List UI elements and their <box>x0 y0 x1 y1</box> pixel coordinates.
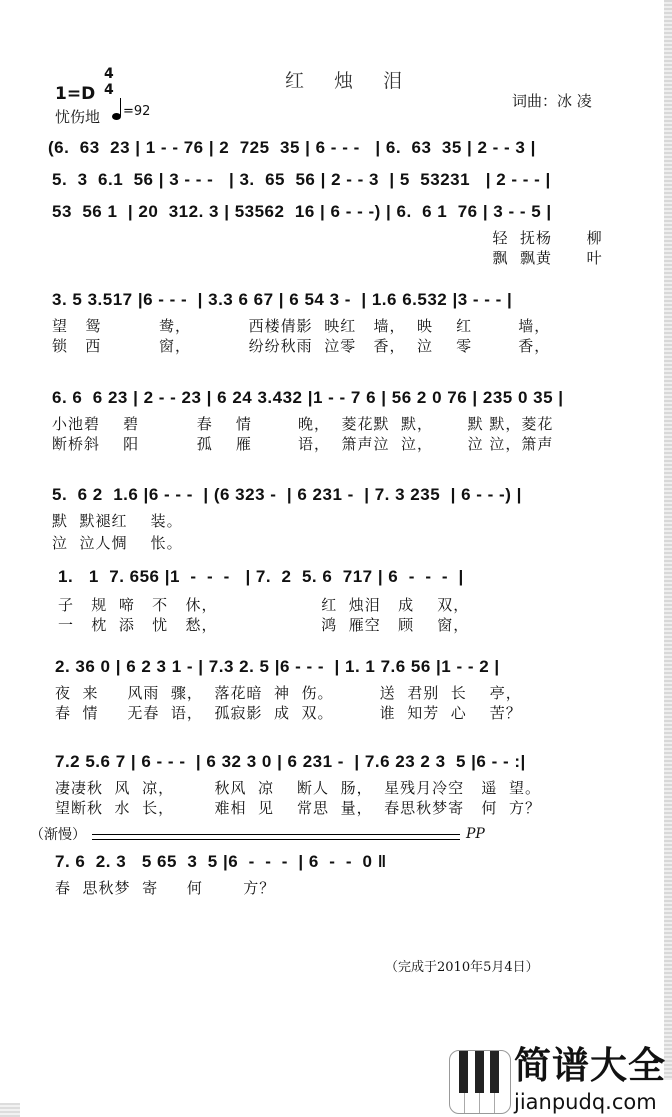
lyrics-line: 锁 西 窗， 纷纷秋雨 泣零 香， 泣 零 香， <box>52 337 551 355</box>
notation-row: 7.2 5.6 7 | 6 - - - | 6 32 3 0 | 6 231 - | 7.6 23 2 3 5 |6 - - :| <box>55 752 526 771</box>
ritardando-line <box>92 834 460 840</box>
completion-note: （完成于2010年5月4日） <box>385 960 539 975</box>
tempo-value: =92 <box>123 104 151 119</box>
watermark-site: jianpudq.com <box>514 1090 657 1114</box>
lyrics-line: 春 情 无春 语， 孤寂影 成 双。 谁 知芳 心 苦？ <box>55 704 522 722</box>
page-edge <box>0 1103 20 1117</box>
quarter-note-icon <box>112 113 121 120</box>
lyrics-line: 飘 飘黄 叶 <box>8 249 603 267</box>
lyrics-line: 子 规 啼 不 休， 红 烛泪 成 双， <box>58 596 470 614</box>
notation-row: (6. 63 23 | 1 - - 76 | 2 725 35 | 6 - - - | 6. 63 35 | 2 - - 3 | <box>48 138 536 157</box>
lyrics-line: 夜 来 风雨 骤， 落花暗 神 伤。 送 君别 长 亭， <box>55 684 522 702</box>
piano-logo-icon <box>449 1050 511 1114</box>
lyrics-line: 凄凄秋 风 凉， 秋风 凉 断人 肠， 星残月冷空 遥 望。 <box>55 779 541 797</box>
lyrics-line: 望 鸳 鸯， 西楼倩影 映红 墙， 映 红 墙， <box>52 317 551 335</box>
ritardando-marking: （渐慢） <box>30 827 86 843</box>
key-signature: 1=D <box>55 84 96 104</box>
notation-row: 7. 6 2. 3 5 65 3 5 |6 - - - | 6 - - 0 ‖ <box>55 852 387 871</box>
notation-row: 5. 3 6.1 56 | 3 - - - | 3. 65 56 | 2 - - 3 | 5 53231 | 2 - - - | <box>52 170 551 189</box>
lyrics-line: 泣 泣人惆 怅。 <box>52 534 183 552</box>
time-top: 4 <box>104 66 114 82</box>
lyrics-line: 轻 抚杨 柳 <box>8 229 603 247</box>
song-title: 红 烛 泪 <box>285 70 415 92</box>
dynamic-marking: PP <box>466 826 485 842</box>
notation-row: 1. 1 7. 656 |1 - - - | 7. 2 5. 6 717 | 6 - - - | <box>58 567 464 586</box>
lyrics-line: 断桥斜 阳 孤 雁 语， 箫声泣 泣， 泣 泣，箫声 <box>52 435 554 453</box>
notation-row: 2. 36 0 | 6 2 3 1 - | 7.3 2. 5 |6 - - - | 1. 1 7.6 56 |1 - - 2 | <box>55 657 500 676</box>
lyrics-line: 小池碧 碧 春 情 晚， 菱花默 默， 默 默，菱花 <box>52 415 554 433</box>
mood-marking: 忧伤地 <box>55 108 101 126</box>
notation-row: 3. 5 3.517 |6 - - - | 3.3 6 67 | 6 54 3 - | 1.6 6.532 |3 - - - | <box>52 290 513 309</box>
lyrics-line: 春 思秋梦 寄 何 方？ <box>55 879 276 897</box>
watermark-name: 简谱大全 <box>514 1044 666 1087</box>
lyrics-line: 望断秋 水 长， 难相 见 常思 量， 春思秋梦寄 何 方？ <box>55 799 541 817</box>
time-signature <box>104 66 114 98</box>
tempo-marking <box>112 104 150 120</box>
author: 词曲：冰 凌 <box>512 92 592 110</box>
lyrics-line: 一 枕 添 忧 愁， 鸿 雁空 顾 窗， <box>58 616 470 634</box>
notation-row: 53 56 1 | 20 312. 3 | 53562 16 | 6 - - -) | 6. 6 1 76 | 3 - - 5 | <box>52 202 552 221</box>
page-edge <box>664 0 672 1080</box>
time-bottom: 4 <box>104 82 114 98</box>
notation-row: 5. 6 2 1.6 |6 - - - | (6 323 - | 6 231 - | 7. 3 235 | 6 - - -) | <box>52 485 522 504</box>
notation-row: 6. 6 6 23 | 2 - - 23 | 6 24 3.432 |1 - - 7 6 | 56 2 0 76 | 235 0 35 | <box>52 388 564 407</box>
lyrics-line: 默 默褪红 装。 <box>52 512 183 530</box>
